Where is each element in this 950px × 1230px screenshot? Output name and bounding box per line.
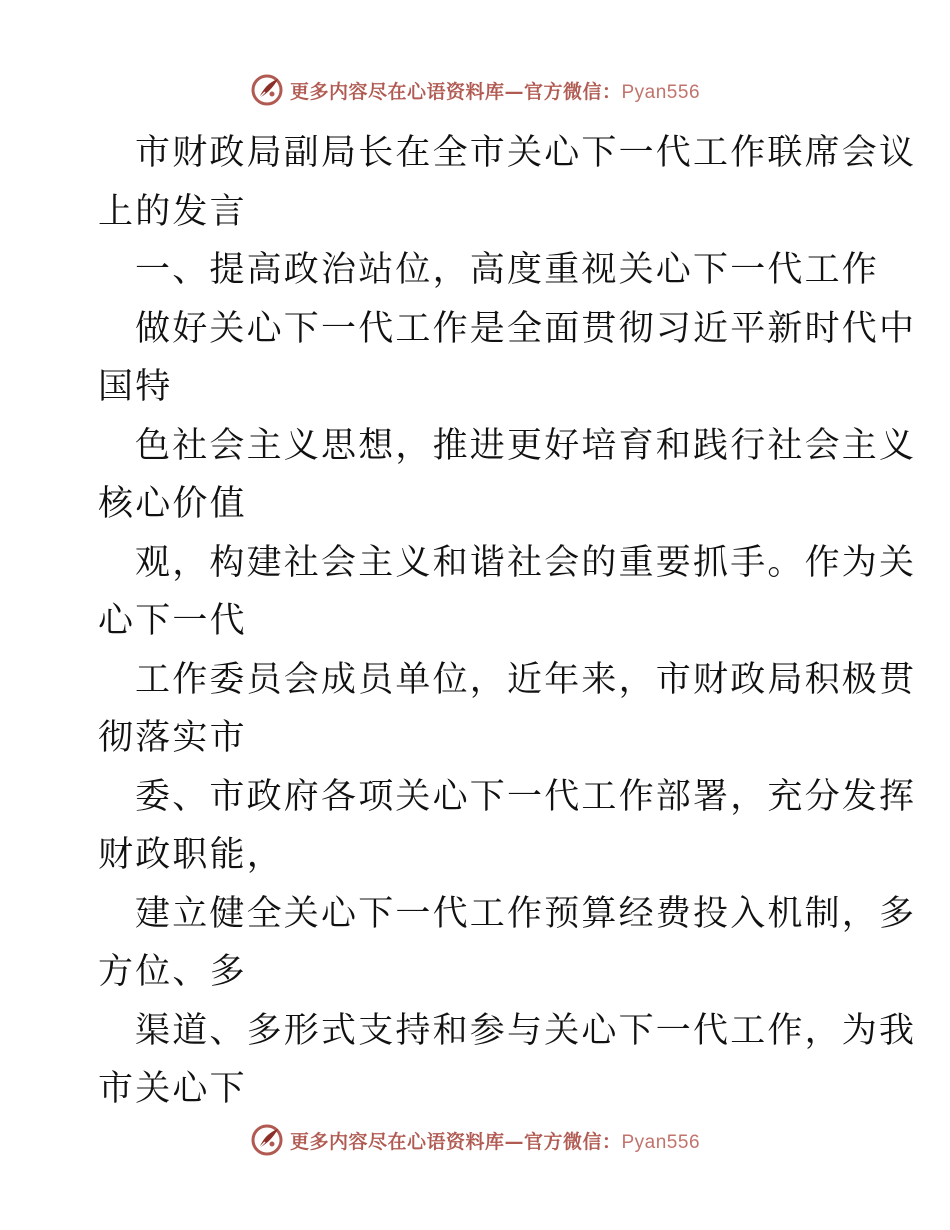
header-banner-text: 更多内容尽在心语资料库—官方微信：Pyan556 — [289, 80, 701, 103]
footer-banner — [0, 1120, 950, 1160]
paragraph-line: 核心价值 — [98, 484, 247, 524]
footer-banner-text: 更多内容尽在心语资料库—官方微信：Pyan556 — [289, 1130, 701, 1153]
paragraph-line: 色社会主义思想，推进更好培育和践行社会主义 — [135, 425, 917, 466]
title-line-1: 市财政局副局长在全市关心下一代工作联席会议 — [135, 133, 917, 173]
paragraph-line: 国特 — [98, 367, 173, 407]
header-banner — [0, 70, 950, 110]
footer-wechat-id: Pyan556 — [621, 1131, 701, 1153]
paragraph-line: 委、市政府各项关心下一代工作部署，充分发挥 — [135, 776, 917, 817]
paragraph-line: 方位、多 — [98, 952, 247, 992]
document-body — [98, 124, 917, 1119]
section-heading: 一、提高政治站位，高度重视关心下一代工作 — [135, 250, 880, 290]
paragraph-line: 做好关心下一代工作是全面贯彻习近平新时代中 — [135, 308, 917, 349]
paragraph-line: 观，构建社会主义和谐社会的重要抓手。作为关 — [135, 542, 917, 583]
title-line-2: 上的发言 — [98, 191, 247, 232]
header-wechat-id: Pyan556 — [621, 81, 701, 103]
paragraph-line: 工作委员会成员单位，近年来，市财政局积极贯 — [135, 659, 917, 700]
quill-pen-logo-icon — [250, 1123, 284, 1157]
paragraph-line: 渠道、多形式支持和参与关心下一代工作，为我 — [135, 1010, 917, 1051]
paragraph-line: 财政职能， — [98, 835, 285, 875]
paragraph-line: 心下一代 — [98, 601, 247, 641]
paragraph-line: 彻落实市 — [98, 718, 247, 758]
quill-pen-logo-icon — [250, 73, 284, 107]
paragraph-line: 市关心下 — [98, 1069, 247, 1109]
paragraph-line: 建立健全关心下一代工作预算经费投入机制，多 — [135, 893, 917, 934]
